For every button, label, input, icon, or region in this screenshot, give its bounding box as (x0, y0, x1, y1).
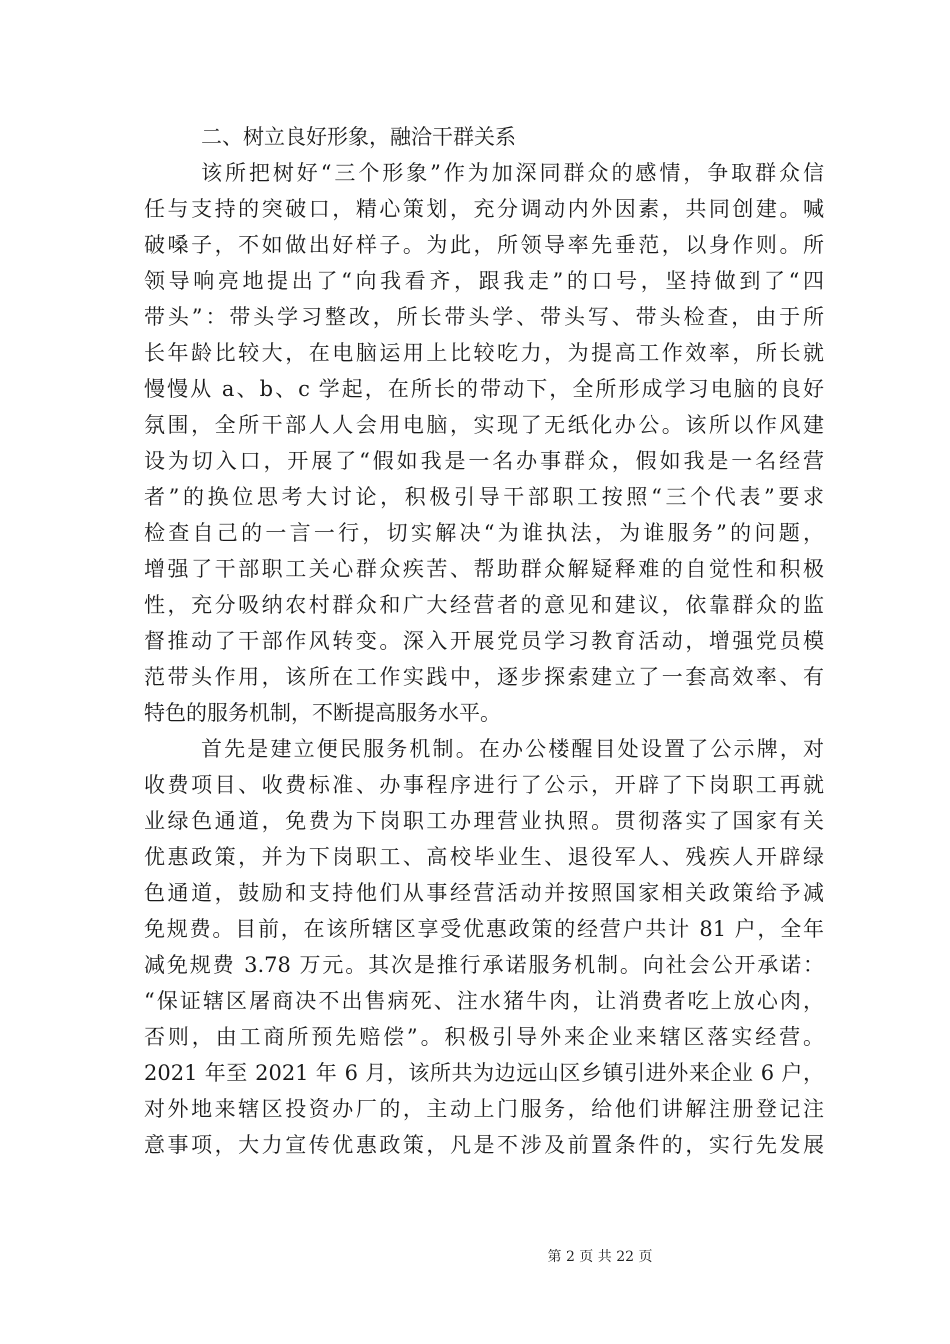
paragraph-line: 设为切入口，开展了“假如我是一名办事群众，假如我是一名经营 (144, 449, 824, 473)
paragraph-line: 该所把树好“三个形象”作为加深同群众的感情，争取群众信 (201, 161, 824, 185)
paragraph-line: 范带头作用，该所在工作实践中，逐步探索建立了一套高效率、有 (144, 665, 824, 689)
paragraph-line: 慢慢从 a、b、c 学起，在所长的带动下，全所形成学习电脑的良好 (144, 377, 824, 401)
paragraph-line: 氛围，全所干部人人会用电脑，实现了无纸化办公。该所以作风建 (144, 413, 824, 437)
paragraph-line: 性，充分吸纳农村群众和广大经营者的意见和建议，依靠群众的监 (144, 593, 824, 617)
paragraph-line: 带头”：带头学习整改，所长带头学、带头写、带头检查，由于所 (144, 305, 824, 329)
paragraph-line: 收费项目、收费标准、办事程序进行了公示，开辟了下岗职工再就 (144, 773, 824, 797)
paragraph-line: 首先是建立便民服务机制。在办公楼醒目处设置了公示牌，对 (201, 737, 824, 761)
paragraph-line: 长年龄比较大，在电脑运用上比较吃力，为提高工作效率，所长就 (144, 341, 824, 365)
paragraph-line: 破嗓子，不如做出好样子。为此，所领导率先垂范，以身作则。所 (144, 233, 824, 257)
paragraph-line: 对外地来辖区投资办厂的，主动上门服务，给他们讲解注册登记注 (144, 1097, 824, 1121)
paragraph-line: 任与支持的突破口，精心策划，充分调动内外因素，共同创建。喊 (144, 197, 824, 221)
paragraph-line: 增强了干部职工关心群众疾苦、帮助群众解疑释难的自觉性和积极 (144, 557, 824, 581)
paragraph-line: “保证辖区屠商决不出售病死、注水猪牛肉，让消费者吃上放心肉， (144, 989, 824, 1013)
paragraph-line: 免规费。目前，在该所辖区享受优惠政策的经营户共计 81 户，全年 (144, 917, 824, 941)
paragraph-line: 否则，由工商所预先赔偿”。积极引导外来企业来辖区落实经营。 (144, 1025, 824, 1049)
paragraph-line: 业绿色通道，免费为下岗职工办理营业执照。贯彻落实了国家有关 (144, 809, 824, 833)
paragraph-line: 领导响亮地提出了“向我看齐，跟我走”的口号，坚持做到了“四 (144, 269, 824, 293)
paragraph-line: 者”的换位思考大讨论，积极引导干部职工按照“三个代表”要求 (144, 485, 824, 509)
paragraph-line: 2021 年至 2021 年 6 月，该所共为边远山区乡镇引进外来企业 6 户， (144, 1061, 824, 1085)
paragraph-line: 优惠政策，并为下岗职工、高校毕业生、退役军人、残疾人开辟绿 (144, 845, 824, 869)
paragraph-line: 减免规费 3.78 万元。其次是推行承诺服务机制。向社会公开承诺： (144, 953, 824, 977)
paragraph-line: 特色的服务机制，不断提高服务水平。 (144, 701, 501, 725)
paragraph-line: 督推动了干部作风转变。深入开展党员学习教育活动，增强党员模 (144, 629, 824, 653)
paragraph-line: 意事项，大力宣传优惠政策，凡是不涉及前置条件的，实行先发展 (144, 1133, 824, 1157)
paragraph-line: 检查自己的一言一行，切实解决“为谁执法，为谁服务”的问题， (144, 521, 824, 545)
page-number: 第 2 页 共 22 页 (547, 1249, 653, 1265)
paragraph-line: 色通道，鼓励和支持他们从事经营活动并按照国家相关政策给予减 (144, 881, 824, 905)
section-heading: 二、树立良好形象，融洽干群关系 (201, 125, 516, 149)
